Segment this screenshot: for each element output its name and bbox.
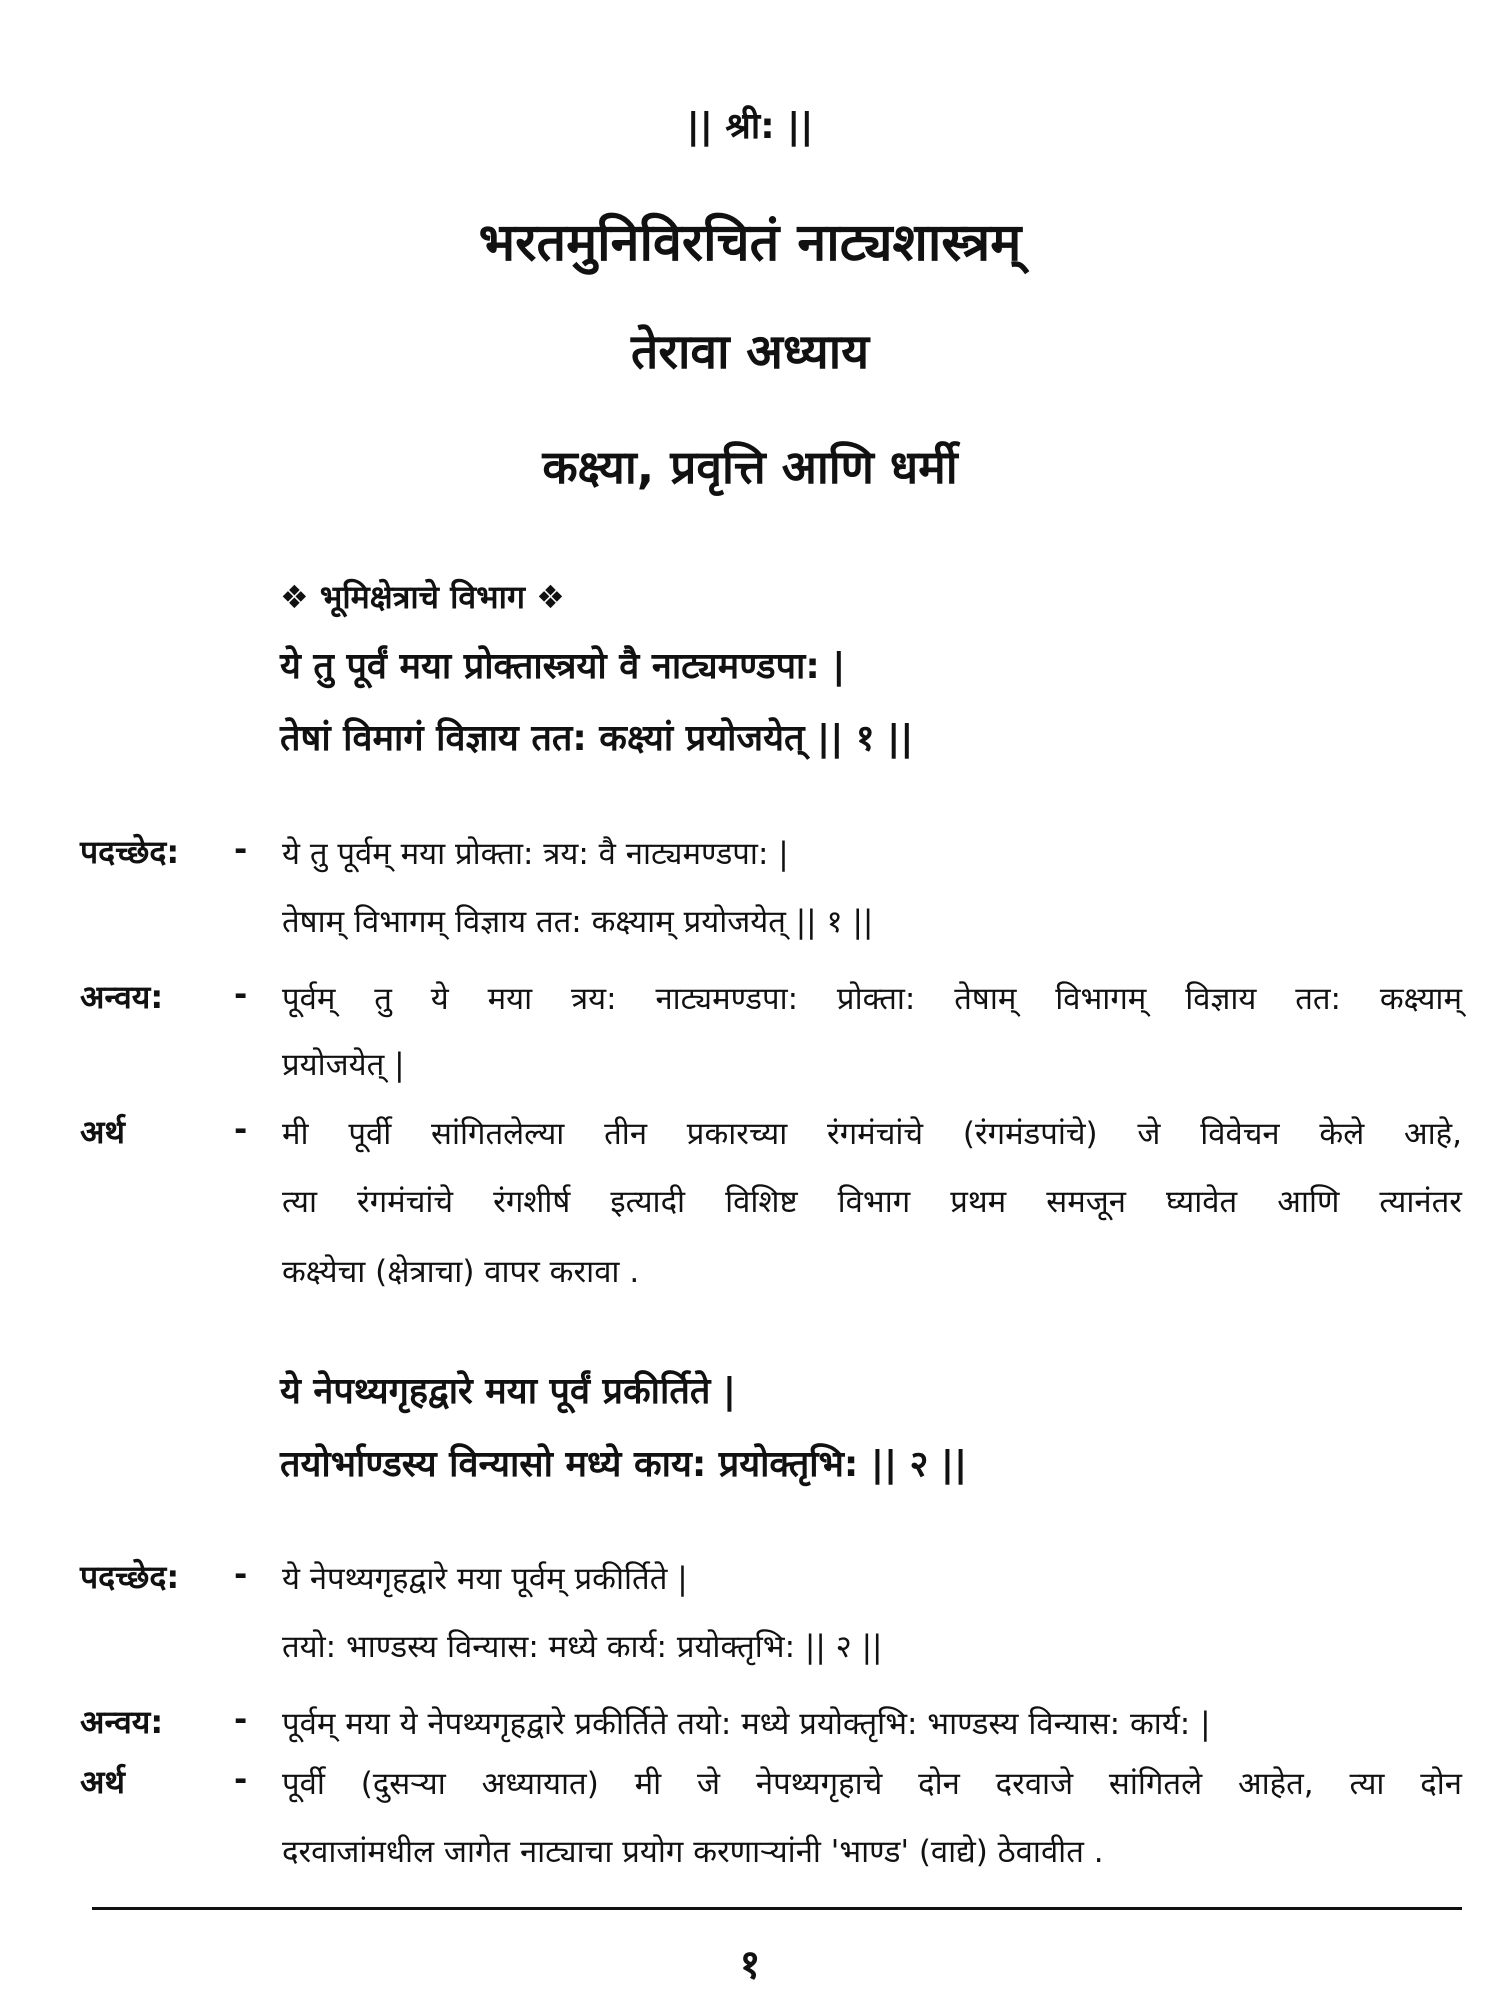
- verse-2-line-2: तयोर्भाण्डस्य विन्यासो मध्ये काय: प्रयोक्तृभि: || २ ||: [280, 1444, 968, 1485]
- artha-label: अर्थ: [80, 1113, 125, 1151]
- padaccheda-label: पदच्छेद:: [80, 833, 180, 871]
- artha-line: त्या रंगमंचांचे रंगशीर्ष इत्यादी विशिष्ट विभाग प्रथम समजून घ्यावेत आणि त्यानंतर: [282, 1184, 1462, 1220]
- artha-line: कक्ष्येचा (क्षेत्राचा) वापर करावा .: [282, 1254, 640, 1290]
- verse-1-line-2: तेषां विमागं विज्ञाय तत: कक्ष्यां प्रयोजयेत् || १ ||: [280, 718, 914, 759]
- dash: -: [234, 1760, 248, 1798]
- padaccheda-line: तयो: भाण्डस्य विन्यास: मध्ये कार्य: प्रयोक्तृभि: || २ ||: [282, 1629, 883, 1665]
- page-title: भरतमुनिविरचितं नाट्यशास्त्रम्: [478, 213, 1022, 273]
- artha-line: दरवाजांमधील जागेत नाट्याचा प्रयोग करणाऱ्यांनी 'भाण्ड' (वाद्ये) ठेवावीत .: [282, 1834, 1104, 1870]
- footer-rule: [92, 1907, 1462, 1910]
- chapter-heading: तेरावा अध्याय: [630, 324, 870, 380]
- anvaya-line: पूर्वम् मया ये नेपथ्यगृहद्वारे प्रकीर्तिते तयो: मध्ये प्रयोक्तृभि: भाण्डस्य विन्यास: कार्य: |: [282, 1706, 1211, 1742]
- dash: -: [234, 1555, 248, 1593]
- artha-label: अर्थ: [80, 1763, 125, 1801]
- chapter-subtitle: कक्ष्या, प्रवृत्ति आणि धर्मी: [542, 440, 958, 494]
- padaccheda-line: ये तु पूर्वम् मया प्रोक्ता: त्रय: वै नाट्यमण्डपा: |: [282, 836, 789, 872]
- anvaya-label: अन्वय:: [80, 978, 164, 1016]
- anvaya-line: पूर्वम् तु ये मया त्रय: नाट्यमण्डपा: प्रोक्ता: तेषाम् विभागम् विज्ञाय तत: कक्ष्याम्: [282, 981, 1462, 1017]
- dash: -: [234, 975, 248, 1013]
- verse-2-line-1: ये नेपथ्यगृहद्वारे मया पूर्वं प्रकीर्तिते |: [280, 1371, 737, 1412]
- page-number: १: [739, 1942, 761, 1988]
- dash: -: [234, 830, 248, 868]
- padaccheda-line: तेषाम् विभागम् विज्ञाय तत: कक्ष्याम् प्रयोजयेत् || १ ||: [282, 904, 874, 940]
- padaccheda-line: ये नेपथ्यगृहद्वारे मया पूर्वम् प्रकीर्तिते |: [282, 1561, 688, 1597]
- anvaya-line: प्रयोजयेत् |: [282, 1047, 405, 1083]
- verse-1-line-1: ये तु पूर्वं मया प्रोक्तास्त्रयो वै नाट्यमण्डपा: |: [280, 646, 846, 687]
- dash: -: [234, 1700, 248, 1738]
- artha-line: मी पूर्वी सांगितलेल्या तीन प्रकारच्या रंगमंचांचे (रंगमंडपांचे) जे विवेचन केले आहे,: [282, 1116, 1462, 1152]
- padaccheda-label: पदच्छेद:: [80, 1558, 180, 1596]
- artha-line: पूर्वी (दुसऱ्या अध्यायात) मी जे नेपथ्यगृहाचे दोन दरवाजे सांगितले आहेत, त्या दोन: [282, 1766, 1462, 1802]
- invocation: || श्री: ||: [686, 106, 814, 147]
- dash: -: [234, 1110, 248, 1148]
- anvaya-label: अन्वय:: [80, 1703, 164, 1741]
- section-heading: ❖ भूमिक्षेत्राचे विभाग ❖: [280, 578, 565, 616]
